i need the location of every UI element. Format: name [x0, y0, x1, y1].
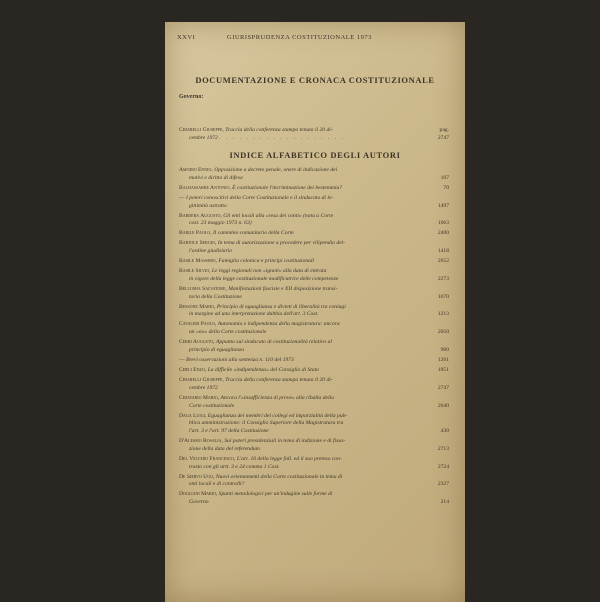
entry-page: 70	[443, 184, 449, 191]
section-title-indice: INDICE ALFABETICO DEGLI AUTORI	[229, 150, 401, 160]
entry-page: 214	[440, 499, 449, 506]
entry-title-line2: blica amministrazione: il Consiglio Superiore della Magistratura tra	[189, 420, 344, 427]
entry-title-line2: motivi e diritto di difesa	[189, 174, 243, 181]
entry-author: Barile Paolo,	[179, 230, 212, 237]
running-title: GIURISPRUDENZA COSTITUZIONALE 1973	[227, 34, 372, 41]
entry-page: 1418	[437, 248, 449, 255]
entry-title-line2: cembre 1972 . . . . . . . . . . . . . . . . . . .	[189, 134, 345, 141]
entry-title-line2: zione della data del referendum	[189, 445, 260, 452]
entry-author: D'Alessio Rosalia,	[179, 438, 223, 445]
entry-author: —	[179, 356, 185, 363]
entry-author: Dogliani Mario,	[179, 491, 218, 498]
index-entry	[179, 395, 449, 411]
index-entry	[179, 230, 449, 238]
entry-title-line1: Opposizione a decreto penale, onere di indicazione dei	[214, 167, 338, 173]
index-entry	[179, 240, 449, 256]
governo-entry	[179, 127, 449, 143]
book-page	[165, 22, 465, 602]
entry-title-line1: Manifestazioni fasciste e XII disposizione transi-	[228, 285, 338, 292]
index-entry	[179, 258, 449, 266]
entry-title-line2: Corte costituzionale	[189, 402, 235, 409]
entry-author: Chiavario Mario,	[179, 394, 220, 401]
entry-author: Del Vecchio Francesco,	[179, 455, 236, 462]
index-entry	[179, 304, 449, 320]
entry-title-line1: Appunto sul sindacato di costituzionalità relativo al	[215, 339, 332, 346]
index-entry	[179, 286, 449, 302]
entry-author: Basile Massimo,	[179, 258, 217, 265]
entry-title-line2: cost. 23 maggio 1973 n. 63)	[189, 220, 252, 227]
entry-author: Daga Luigi,	[179, 412, 207, 419]
entry-author: —	[179, 194, 185, 201]
entry-title-line1: Ancora l'«insufficienza di prove» alla ribalta della	[220, 394, 334, 401]
entry-title-line1: Autonomia e indipendenza della magistratura: ancora	[217, 321, 340, 328]
entry-title-line2: principio di eguaglianza	[189, 347, 245, 353]
index-entry	[179, 167, 449, 183]
entry-author: Cavaleri Paolo,	[179, 321, 217, 328]
entry-title-line1: Eguaglianza dei membri dei collegi ed imparzialità della pub-	[207, 412, 348, 419]
entry-page: 107	[440, 174, 449, 181]
entry-page: 2400	[437, 230, 449, 237]
entry-title-line2: in vigore della legge costituzionale modificatrice delle competenze	[189, 275, 339, 282]
page-label: pag.	[439, 127, 449, 133]
entry-author: Chiarelli Giuseppe,	[179, 127, 224, 133]
entry-page: 1261	[437, 356, 449, 363]
entry-author: Amodio Ennio,	[179, 167, 213, 173]
index-entry	[179, 339, 449, 355]
entry-title-line2: gittimità astratto	[189, 202, 227, 209]
entry-page: 2640	[437, 402, 449, 409]
index-entry	[179, 438, 449, 454]
index-entry	[179, 195, 449, 211]
entry-title-line2: toria della Costituzione	[189, 293, 242, 300]
entry-title-line1: È costituzionale l'incriminazione dei bestemmia?	[232, 184, 343, 191]
running-head	[177, 34, 445, 41]
index-entry	[179, 213, 449, 229]
entry-title-line2: l'ordine giudiziario	[189, 248, 233, 255]
entry-page: 430	[440, 428, 449, 435]
index-entry	[179, 357, 449, 365]
entry-page: 2713	[437, 445, 449, 452]
entry-title-line1: Spunti metodologici per un'indagine sulle forme di	[218, 491, 333, 498]
entry-page: 1670	[437, 293, 449, 300]
entry-title-line1: La difficile «indipendenza» del Consiglio di Stato	[207, 366, 319, 373]
entry-page: 1497	[437, 202, 449, 209]
entry-page: 1051	[437, 366, 449, 373]
entry-title-line1: Sui poteri presidenziali in tema di indizione e di fissa-	[224, 438, 346, 445]
entry-page: 2724	[437, 463, 449, 470]
index-entry	[179, 474, 449, 490]
entry-title-line1: Brevi osservazioni alla sentenza n. 110 del 1973	[186, 356, 294, 363]
index-entry	[179, 413, 449, 436]
running-year: 1973	[356, 34, 372, 41]
entry-page: 2273	[437, 275, 449, 282]
index-entry	[179, 185, 449, 193]
index-entry	[179, 456, 449, 472]
entry-title-line1: Principio di eguaglianza e divieti di liberalità tra coniugi	[216, 303, 346, 310]
entry-author: Baldassarre Antonio,	[179, 184, 231, 191]
section-title-documentazione: DOCUMENTAZIONE E CRONACA COSTITUZIONALE	[195, 75, 435, 85]
index-entry	[179, 268, 449, 284]
entry-title-line1: I poteri conoscitivi della Corte Costituzionale e il sindacato di le-	[186, 194, 334, 201]
entry-author: De Siervo Ugo,	[179, 473, 215, 480]
entry-title-line1: Famiglia colonica e principi costituzionali	[218, 258, 315, 265]
entry-title-line2: un «no» della Corte costituzionale	[189, 329, 267, 336]
entry-title-line1: Traccia della conferenza stampa tenuta il 20 di-	[225, 127, 333, 133]
index-entry	[179, 321, 449, 337]
entry-title-line2: Governo	[189, 499, 209, 506]
entry-title-line2: enti locali e di controlli?	[189, 481, 245, 488]
index-entry	[179, 367, 449, 375]
entry-title-line1: Il cammino comunitario della Corte	[212, 230, 294, 237]
entry-page: 2747	[437, 384, 449, 391]
section-subhead-governo: Governo:	[179, 94, 204, 100]
entry-title-line2: cembre 1972	[189, 384, 218, 391]
author-index-list	[179, 167, 449, 509]
entry-title-line2: in margine ad una interpretazione dubbia dell'art. 3 Cost.	[189, 311, 319, 318]
entry-title-line1: Nuovi orientamenti della Corte costituzionale in tema di	[215, 473, 343, 480]
index-entry	[179, 491, 449, 507]
entry-author: Cheli Enzo,	[179, 366, 207, 373]
entry-author: Bardera Augusto,	[179, 212, 222, 219]
entry-author: Bessone Mario,	[179, 303, 216, 310]
entry-page: 2652	[437, 258, 449, 265]
entry-page: 1213	[437, 311, 449, 318]
entry-page: 2050	[437, 329, 449, 336]
entry-title-line1: Le leggi regionali non «ignoti» alla data di entrata	[211, 268, 327, 275]
entry-page: 2327	[437, 481, 449, 488]
entry-title-line3: l'art. 3 e l'art. 97 della Costituzione	[189, 428, 269, 435]
entry-title-line1: Gli enti locali alla «resa dei conti» (nota a Corte	[223, 212, 334, 219]
index-entry	[179, 377, 449, 393]
entry-author: Bartole Sergio,	[179, 240, 217, 247]
entry-title-line2: trasto con gli artt. 3 e 24 comma 1 Cost.	[189, 463, 280, 470]
entry-title-line1: L'art. 16 della legge fall. ed il suo preteso con-	[236, 455, 342, 462]
entry-page: 960	[440, 347, 449, 353]
entry-title-line1: Traccia della conferenza stampa tenuta il 20 di-	[225, 376, 333, 383]
entry-title-line1: In tema di autorizzazione a procedere per vilipendio del-	[217, 240, 346, 247]
entry-author: Bellomia Salvatore,	[179, 285, 227, 292]
entry-author: Basile Silvio,	[179, 268, 211, 275]
entry-page: 2747	[437, 134, 449, 141]
entry-page: 1063	[437, 220, 449, 227]
entry-author: Chiarelli Giuseppe,	[179, 376, 224, 383]
entry-author: Cerri Augusto,	[179, 339, 215, 346]
page-number: XXVI	[177, 34, 196, 41]
